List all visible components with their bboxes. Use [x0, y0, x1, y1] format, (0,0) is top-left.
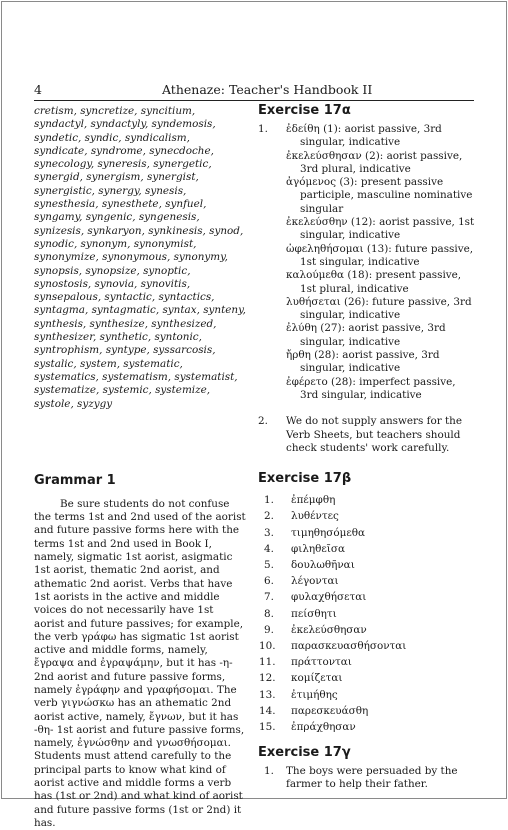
list-item: 7. φυλαχθήσεται — [264, 591, 367, 604]
list-item: 13. ἐτιμήθης — [259, 688, 338, 701]
word-list: cretism, syncretize, syncitium, syndactyl, syndactyly, syndemosis, syndetic, syndic, syndicalism, syndicate, syndrome, synecdoche, synecology, syneresis, synergetic, synergid, synergism, synergist, synergistic, synergy, synesis, synesthesia, synesthete, synfuel, syngamy, syngenic, syngenesis, synizesis, synkaryon, synkinesis, synod, synodic, synonym, synonymist, synonymize, synonymous, synonymy, synopsis, synopsize, synoptic, synostosis, synovia, synovitis, synsepalous, syntactic, syntactics, syntagma, syntagmatic, syntax, synteny, synthesis, synthesize, synthesized, synthesizer, synthetic, syntonic, syntrophism, syntype, syssarcosis, systalic, system, systematic, systematics, systematism, systematist, systematize, systemic, systemize, systole, syzygy — [34, 105, 246, 410]
list-item — [258, 415, 476, 455]
list-item: 6. λέγονται — [264, 575, 339, 588]
item-text: We do not supply answers for the Verb Sheets, but teachers should check students' work carefully. — [286, 415, 462, 454]
list-item: 4. φιληθεῖσα — [264, 542, 345, 555]
list-item: 9. ἐκελεύσθησαν — [264, 623, 367, 636]
list-item: 3. τιμηθησόμεθα — [264, 526, 366, 539]
answer-entry: λυθήσεται (26): future passive, 3rd singular, indicative — [286, 295, 472, 322]
answer-entry: ἀγόμενος (3): present passive participle, masculine nominative singular — [286, 176, 473, 215]
grammar-heading: Grammar 1 — [34, 472, 116, 488]
answer-entry: ἐκελεύσθησαν (2): aorist passive, 3rd plural, indicative — [286, 149, 463, 175]
list-item — [258, 765, 476, 792]
list-item: 8. πείσθητι — [264, 607, 337, 620]
running-title: Athenaze: Teacher's Handbook II — [162, 82, 373, 97]
header-rule — [34, 100, 474, 101]
answer-entry: ἐφέρετο (28): imperfect passive, 3rd singular, indicative — [286, 375, 456, 401]
list-item: 11. πράττονται — [259, 656, 352, 669]
list-item — [258, 123, 476, 402]
list-item: 10. παρασκευασθήσονται — [259, 639, 407, 652]
grammar-text: Be sure students do not confuse the terms 1st and 2nd used of the aorist and future passive forms here with the terms 1st and 2nd used in Book I, namely, sigmatic 1st aorist, asigmatic 1st aorist, thematic 2nd aorist, and athematic 2nd aorist. Verbs that have 1st aorists in the active and middle voices do not necessarily have 1st aorist and future passives; for example, the verb γράφω has sigmatic 1st aorist active and middle forms, namely, ἔγραψα and ἐγραψάμην, but it has -η- 2nd aorist and future passive forms, namely ἐγράφην and γραφήσομαι. The verb γιγνώσκω has an athematic 2nd aorist active, namely, ἔγνων, but it has -θη- 1st aorist and future passive forms, namely, ἐγνώσθην and γνωσθήσομαι. Students must attend carefully to the principal parts to know what kind of aorist active and middle forms a verb has (1st or 2nd) and what kind of aorist and future passive forms (1st or 2nd) it has. — [34, 497, 246, 829]
exercise-17a-heading: Exercise 17α — [258, 103, 351, 118]
answer-entry: καλούμεθα (18): present passive, 1st plural, indicative — [286, 269, 462, 295]
exercise-17g-list — [258, 765, 476, 792]
exercise-17a-list — [258, 123, 476, 455]
item-text: The boys were persuaded by the farmer to help their father. — [286, 765, 458, 791]
answer-entry: ἐκελεύσθην (12): aorist passive, 1st singular, indicative — [286, 216, 475, 242]
list-item: 14. παρεσκευάσθη — [259, 704, 369, 717]
list-item: 12. κομίζεται — [259, 672, 343, 685]
exercise-17b-list — [258, 492, 476, 735]
exercise-17g-heading: Exercise 17γ — [258, 745, 351, 761]
item-number: 1. — [258, 123, 268, 135]
right-column — [258, 102, 476, 792]
list-item: 15. ἐπράχθησαν — [259, 720, 356, 733]
exercise-17b-heading: Exercise 17β — [258, 471, 352, 487]
list-item: 2. λυθέντες — [264, 510, 339, 523]
page-number: 4 — [34, 82, 42, 97]
list-item: 5. δουλωθῆναι — [264, 558, 355, 571]
answer-entry: ἐδείθη (1): aorist passive, 3rd singular, indicative — [286, 123, 442, 149]
item-number: 2. — [258, 415, 268, 428]
list-item: 1. ἐπέμφθη — [264, 494, 336, 507]
item-number: 1. — [264, 765, 274, 778]
left-column — [34, 102, 246, 830]
answer-entry: ὠφεληθήσομαι (13): future passive, 1st singular, indicative — [286, 242, 474, 268]
answer-entry: ἤρθη (28): aorist passive, 3rd singular, indicative — [286, 349, 440, 375]
running-header — [34, 82, 474, 100]
answer-entry: ἐλύθη (27): aorist passive, 3rd singular, indicative — [286, 322, 446, 348]
